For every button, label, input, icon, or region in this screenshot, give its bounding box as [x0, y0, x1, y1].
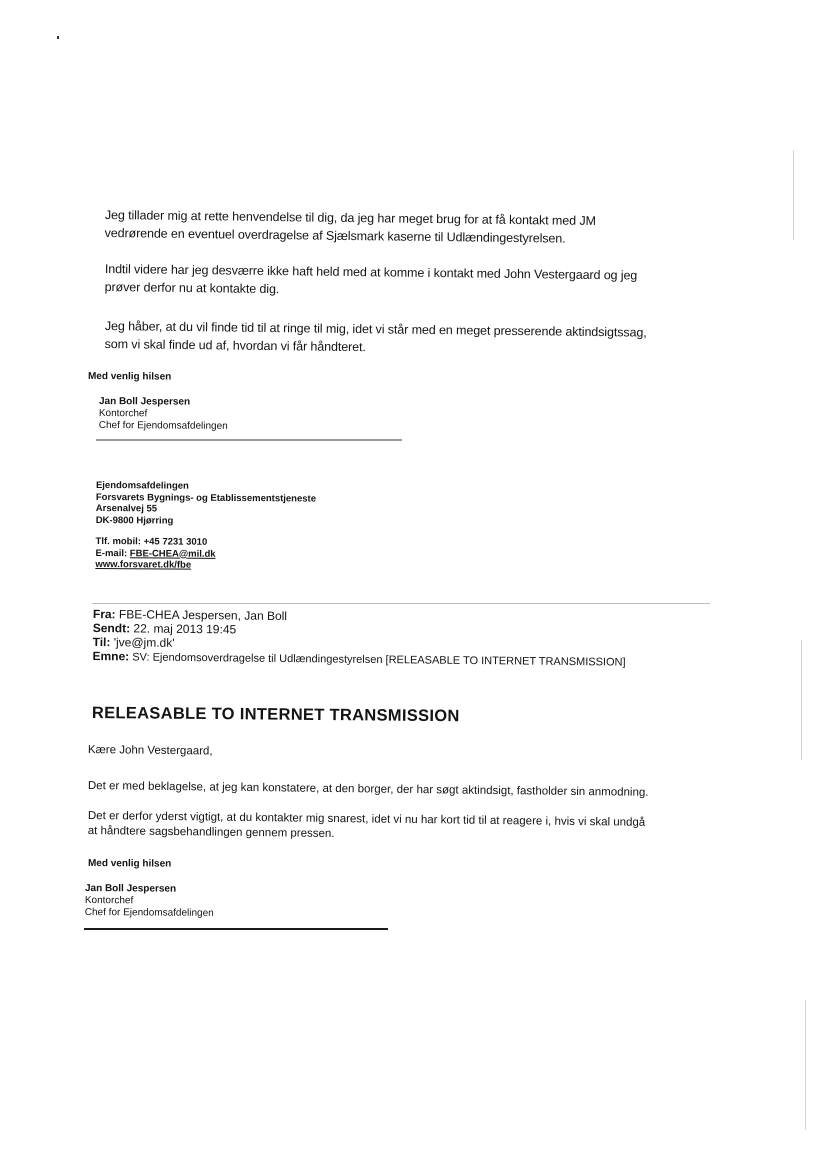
- signature-title: Kontorchef: [84, 894, 134, 907]
- releasable-banner: RELEASABLE TO INTERNET TRANSMISSION: [91, 704, 460, 726]
- signature-name: Jan Boll Jespersen: [98, 396, 191, 408]
- to-label: Til:: [92, 634, 111, 650]
- scan-edge-line: [805, 1000, 806, 1130]
- paragraph-line: som vi skal finde ud af, hvordan vi får håndteret.: [104, 336, 366, 355]
- signature-rule: [84, 928, 388, 930]
- second-paragraph-1: Det er med beklagelse, at jeg kan konstatere, at den borger, der har søgt aktindsigt, fastholder sin anmodning.: [87, 779, 649, 799]
- scan-edge-line: [801, 640, 802, 760]
- contact-block: [95, 480, 316, 572]
- scan-edge-line: [793, 150, 794, 240]
- paragraph-line: at håndtere sagsbehandlingen gennem pressen.: [87, 824, 335, 841]
- second-paragraph-2: [88, 809, 728, 847]
- second-closing: Med venlig hilsen: [87, 858, 172, 870]
- street: Arsenalvej 55: [95, 502, 158, 515]
- first-message-paragraph-3: [105, 317, 725, 361]
- from-label: Fra:: [92, 607, 116, 622]
- email-label: E-mail:: [95, 547, 130, 559]
- city: DK-9800 Hjørring: [95, 514, 174, 527]
- email-header: [92, 607, 713, 670]
- header-separator: [92, 603, 710, 604]
- first-closing: Med venlig hilsen: [87, 371, 172, 383]
- to-value: 'jve@jm.dk': [113, 635, 175, 650]
- paragraph-line: prøver derfor nu at kontakte dig.: [104, 279, 280, 297]
- first-message-paragraph-2: [105, 260, 725, 304]
- paragraph-line: Indtil videre har jeg desværre ikke haft held med at komme i kontakt med John Vestergaard og jeg: [104, 261, 638, 283]
- email-link[interactable]: FBE-CHEA@mil.dk: [129, 547, 216, 560]
- paragraph-line: Jeg håber, at du vil finde tid til at ringe til mig, idet vi står med en meget presserende aktindsigtssag,: [104, 318, 647, 340]
- greeting: Kære John Vestergaard,: [87, 743, 213, 758]
- scan-speck: [57, 36, 59, 39]
- first-signature: [99, 396, 228, 433]
- signature-title: Kontorchef: [98, 407, 148, 420]
- website-link[interactable]: www.forsvaret.dk/fbe: [95, 558, 192, 571]
- sent-label: Sendt:: [92, 620, 131, 636]
- org-line-1: Ejendomsafdelingen: [95, 480, 189, 492]
- org-line-2: Forsvarets Bygnings- og Etablissementstjeneste: [95, 491, 317, 505]
- signature-department: Chef for Ejendomsafdelingen: [98, 419, 228, 432]
- paragraph-line: Jeg tillader mig at rette henvendelse til dig, da jeg har meget brug for at få kontakt med JM: [104, 207, 596, 228]
- first-message-paragraph-1: [105, 206, 725, 250]
- phone: Tlf. mobil: +45 7231 3010: [95, 535, 208, 548]
- signature-rule: [96, 439, 402, 441]
- subject-label: Emne:: [92, 648, 130, 664]
- signature-department: Chef for Ejendomsafdelingen: [84, 906, 214, 919]
- second-signature: [85, 883, 214, 920]
- subject-value: SV: Ejendomsoverdragelse til Udlændingestyrelsen [RELEASABLE TO INTERNET TRANSMISSION]: [132, 651, 626, 669]
- paragraph-line: vedrørende en eventuel overdragelse af Sjælsmark kaserne til Udlændingestyrelsen.: [104, 225, 566, 246]
- paragraph-line: Det er derfor yderst vigtigt, at du kontakter mig snarest, idet vi nu har kort tid til at reagere i, hvis vi skal undgå: [87, 809, 646, 829]
- sent-value: 22. maj 2013 19:45: [133, 621, 237, 637]
- from-value: FBE-CHEA Jespersen, Jan Boll: [118, 607, 288, 624]
- signature-name: Jan Boll Jespersen: [84, 883, 177, 895]
